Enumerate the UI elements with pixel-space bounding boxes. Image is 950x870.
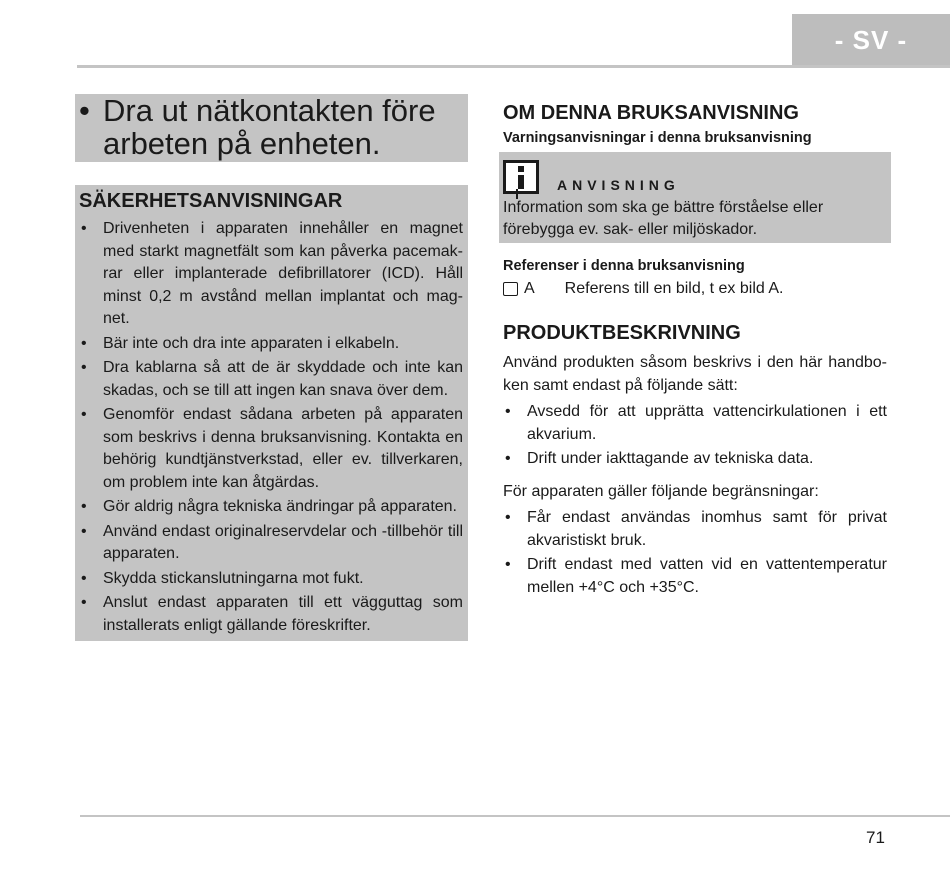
list-item: • Skydda stickanslutningarna mot fukt. [79,568,463,591]
reference-row [503,280,891,298]
right-column [499,100,891,609]
reference-key: A [524,280,535,297]
footer-divider [80,815,950,817]
language-tab: - SV - [792,14,950,66]
list-item: • Dra kablarna så att de är skyddade och inte kan skadas, och se till att ingen kan snava över dem. [79,357,463,402]
notice-label: ANVISNING [557,177,680,193]
list-item: • Gör aldrig några tekniska ändringar på apparaten. [79,496,463,519]
product-limits-list [503,507,887,599]
safety-section [75,185,468,641]
product-uses-list [503,401,887,471]
about-title: OM DENNA BRUKSANVISNING [503,102,799,124]
figure-reference-icon [503,282,518,296]
warnings-subtitle: Varningsanvisningar i denna bruksanvisning [503,130,812,146]
notice-header [503,160,887,194]
info-icon [503,160,539,194]
header-divider [77,65,950,68]
list-item: • Får endast användas inomhus samt för privat akvaristiskt bruk. [503,507,887,552]
warning-line-1: Dra ut nätkontakten före [103,93,436,128]
safety-list [79,218,463,637]
list-item: • Bär inte och dra inte apparaten i elkabeln. [79,333,463,356]
page-number: 71 [866,828,885,847]
safety-title: SÄKERHETSANVISNINGAR [79,190,343,212]
list-item: • Drivenheten i apparaten innehåller en magnet med starkt magnetfält som kan påverka pacemak-rar eller implanterade defibrillatorer (ICD). Håll minst 0,2 m avstånd mellan implantat och mag-net. [79,218,463,331]
references-subtitle: Referenser i denna bruksanvisning [503,258,745,274]
warning-line-2: arbeten på enheten. [103,126,381,161]
warning-bullet: • [79,93,90,128]
product-title: PRODUKTBESKRIVNING [503,322,741,344]
list-item: • Drift endast med vatten vid en vattentemperatur mellen +4°C och +35°C. [503,554,887,599]
unplug-warning [75,94,468,162]
left-column [75,94,468,641]
list-item: • Anslut endast apparaten till ett vägguttag som installerats enligt gällande föreskrifter. [79,592,463,637]
product-intro: Använd produkten såsom beskrivs i den här handbo-ken samt endast på följande sätt: [503,354,887,394]
list-item: • Använd endast originalreservdelar och -tillbehör till apparaten. [79,521,463,566]
notice-text: Information som ska ge bättre förståelse eller förebygga ev. sak- eller miljöskador. [503,199,824,238]
reference-text: Referens till en bild, t ex bild A. [564,280,784,297]
list-item: • Genomför endast sådana arbeten på apparaten som beskrivs i denna bruksanvisning. Kontakta en behörig kundtjänstverkstad, eller ev. tillverkaren, om problem inte kan åtgärdas. [79,404,463,494]
limits-intro: För apparaten gäller följande begränsningar: [503,482,819,500]
notice-box [499,152,891,243]
list-item: • Avsedd för att upprätta vattencirkulationen i ett akvarium. [503,401,887,446]
list-item: • Drift under iakttagande av tekniska data. [503,448,887,471]
